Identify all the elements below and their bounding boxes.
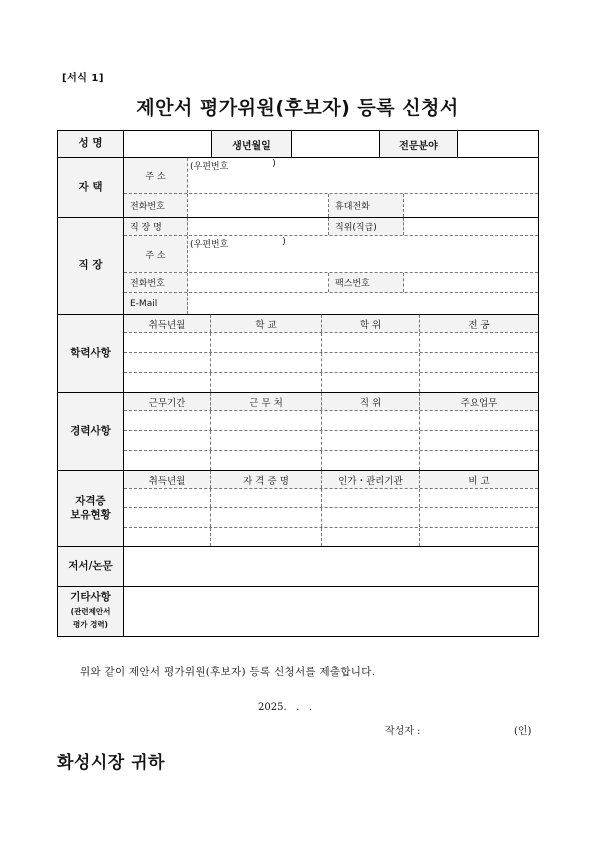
- career-duties-cell[interactable]: [420, 431, 538, 450]
- career-workplace-cell[interactable]: [211, 411, 322, 430]
- publications-section: [58, 547, 538, 587]
- certificate-date-cell[interactable]: [124, 489, 211, 507]
- career-period-cell[interactable]: [124, 431, 211, 450]
- career-workplace-cell[interactable]: [211, 431, 322, 450]
- certificates-label: [58, 471, 124, 546]
- career-label: 경력사항: [58, 393, 124, 470]
- certificate-remarks-cell[interactable]: [420, 489, 538, 507]
- education-row: [124, 333, 538, 353]
- certificate-name-cell[interactable]: [211, 489, 322, 507]
- specialty-label: 전문분야: [380, 131, 458, 157]
- publications-field[interactable]: [124, 547, 538, 586]
- publications-label: 저서/논문: [58, 547, 124, 586]
- education-major-cell[interactable]: [420, 353, 538, 372]
- other-label-sub1: (관련제안서: [70, 606, 111, 616]
- certificates-header-remarks: 비 고: [420, 471, 538, 488]
- work-position-field[interactable]: [404, 218, 538, 235]
- mobile-label: 휴대전화: [329, 194, 404, 217]
- form-title: 제안서 평가위원(후보자) 등록 신청서: [136, 97, 459, 119]
- other-field[interactable]: [124, 587, 538, 636]
- education-school-cell[interactable]: [211, 333, 322, 352]
- education-label: 학력사항: [58, 315, 124, 392]
- name-field[interactable]: [124, 131, 212, 157]
- certificate-issuer-cell[interactable]: [322, 528, 420, 546]
- education-major-cell[interactable]: [420, 373, 538, 392]
- name-label: 성 명: [58, 131, 124, 157]
- career-duties-cell[interactable]: [420, 411, 538, 430]
- other-label-main: 기타사항: [70, 591, 111, 604]
- certificates-row: [124, 489, 538, 508]
- career-period-cell[interactable]: [124, 411, 211, 430]
- certificates-header-date: 취득년월: [124, 471, 211, 488]
- company-label: 직 장 명: [124, 218, 188, 235]
- certificates-section: [58, 471, 538, 547]
- education-school-cell[interactable]: [211, 373, 322, 392]
- home-section: [58, 158, 538, 218]
- certificate-name-cell[interactable]: [211, 508, 322, 526]
- education-row: [124, 353, 538, 373]
- education-degree-cell[interactable]: [322, 333, 420, 352]
- career-position-cell[interactable]: [322, 431, 420, 450]
- education-header-major: 전 공: [420, 315, 538, 332]
- other-label-sub2: 평가 경력): [72, 620, 108, 630]
- certificates-header-name: 자 격 증 명: [211, 471, 322, 488]
- addressee: 화성시장 귀하: [57, 753, 165, 773]
- career-duties-cell[interactable]: [420, 451, 538, 470]
- birth-date-field[interactable]: [292, 131, 380, 157]
- home-postal-prefix: (우편번호: [190, 162, 229, 172]
- seal-label: (인): [514, 726, 532, 737]
- other-label: [58, 587, 124, 636]
- certificates-header-issuer: 인가・관리기관: [322, 471, 420, 488]
- home-address-field[interactable]: [188, 158, 538, 193]
- fax-label: 팩스번호: [329, 273, 404, 292]
- application-form-table: [57, 130, 539, 637]
- certificate-remarks-cell[interactable]: [420, 528, 538, 546]
- career-row: [124, 431, 538, 451]
- career-section: [58, 393, 538, 471]
- education-date-cell[interactable]: [124, 373, 211, 392]
- email-field[interactable]: [188, 293, 538, 314]
- education-degree-cell[interactable]: [322, 373, 420, 392]
- company-field[interactable]: [188, 218, 329, 235]
- career-row: [124, 411, 538, 431]
- certificate-date-cell[interactable]: [124, 528, 211, 546]
- basic-info-row: [58, 131, 538, 158]
- applicant-label: 작성자 :: [385, 726, 421, 737]
- birth-date-label: 생년월일: [212, 131, 292, 157]
- email-label: E-Mail: [124, 293, 188, 314]
- career-workplace-cell[interactable]: [211, 451, 322, 470]
- work-phone-label: 전화번호: [124, 273, 188, 292]
- home-label: 자 택: [58, 158, 124, 217]
- education-school-cell[interactable]: [211, 353, 322, 372]
- career-period-cell[interactable]: [124, 451, 211, 470]
- certificate-issuer-cell[interactable]: [322, 508, 420, 526]
- certificates-row: [124, 508, 538, 527]
- education-header-degree: 학 위: [322, 315, 420, 332]
- career-header-period: 근무기간: [124, 393, 211, 410]
- work-section: [58, 218, 538, 315]
- form-number-label: [서식 1]: [62, 73, 104, 84]
- mobile-field[interactable]: [404, 194, 538, 217]
- other-section: [58, 587, 538, 636]
- work-postal-suffix: ): [282, 237, 286, 247]
- certificates-label-line2: 보유현황: [70, 508, 111, 521]
- career-position-cell[interactable]: [322, 451, 420, 470]
- submission-date[interactable]: 2025. . .: [258, 702, 313, 713]
- education-header-date: 취득년월: [124, 315, 211, 332]
- education-header-school: 학 교: [211, 315, 322, 332]
- career-header-position: 직 위: [322, 393, 420, 410]
- education-degree-cell[interactable]: [322, 353, 420, 372]
- work-postal-prefix: (우편번호: [190, 240, 229, 250]
- education-row: [124, 373, 538, 392]
- fax-field[interactable]: [404, 273, 538, 292]
- home-postal-suffix: ): [272, 159, 276, 169]
- education-date-cell[interactable]: [124, 353, 211, 372]
- education-date-cell[interactable]: [124, 333, 211, 352]
- certificates-label-line1: 자격증: [75, 494, 106, 507]
- work-address-label: 주 소: [124, 236, 188, 272]
- certificate-remarks-cell[interactable]: [420, 508, 538, 526]
- home-phone-label: 전화번호: [124, 194, 188, 217]
- home-address-label: 주 소: [124, 158, 188, 193]
- education-major-cell[interactable]: [420, 333, 538, 352]
- career-header-workplace: 근 무 처: [211, 393, 322, 410]
- specialty-field[interactable]: [458, 131, 538, 157]
- certificate-date-cell[interactable]: [124, 508, 211, 526]
- certificates-row: [124, 528, 538, 546]
- work-phone-field[interactable]: [188, 273, 329, 292]
- declaration-text: 위와 같이 제안서 평가위원(후보자) 등록 신청서를 제출합니다.: [80, 666, 376, 678]
- certificate-issuer-cell[interactable]: [322, 489, 420, 507]
- work-address-field[interactable]: [188, 236, 538, 272]
- home-phone-field[interactable]: [188, 194, 329, 217]
- education-section: [58, 315, 538, 393]
- career-position-cell[interactable]: [322, 411, 420, 430]
- career-header-duties: 주요업무: [420, 393, 538, 410]
- work-label: 직 장: [58, 218, 124, 314]
- work-position-label: 직위(직급): [329, 218, 404, 235]
- certificate-name-cell[interactable]: [211, 528, 322, 546]
- career-row: [124, 451, 538, 470]
